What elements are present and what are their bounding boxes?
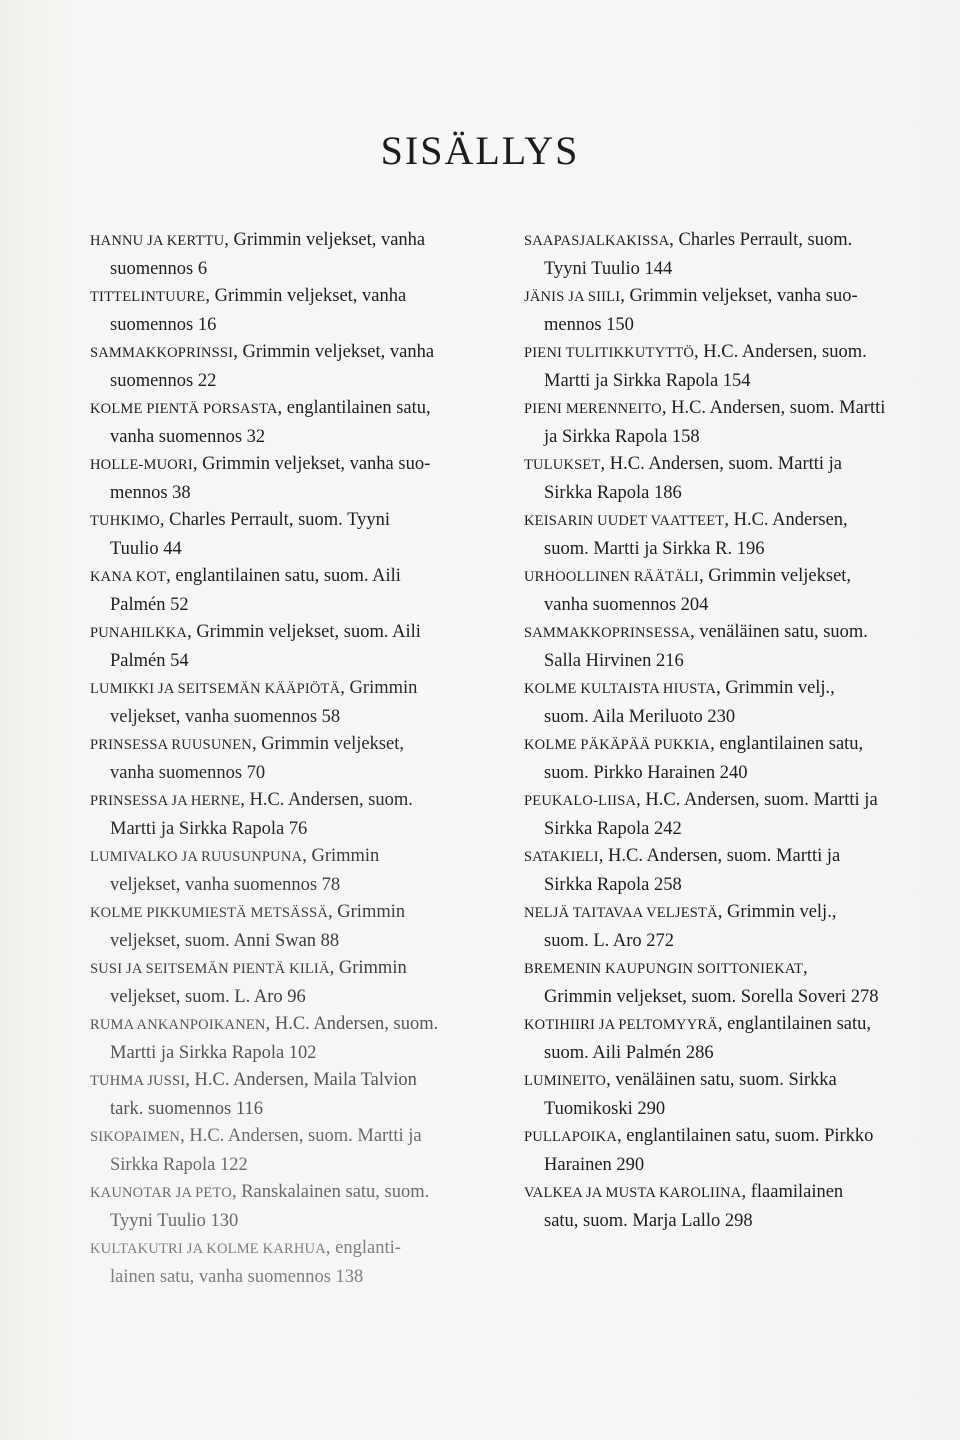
- story-title: PUNAHILKKA: [90, 625, 188, 641]
- toc-entry: [524, 674, 934, 730]
- story-credit: , Grimmin veljekset, suom. Aili: [187, 622, 421, 642]
- toc-entry: [524, 338, 934, 394]
- toc-entry: [524, 786, 934, 842]
- story-title: KOLME PÄKÄPÄÄ PUKKIA: [524, 737, 711, 753]
- story-credit-continued: mennos 150: [544, 315, 634, 335]
- story-credit: , Charles Perrault, suom.: [669, 230, 853, 250]
- story-credit: , Grimmin: [340, 678, 418, 698]
- toc-entry: [524, 506, 934, 562]
- story-title: NELJÄ TAITAVAA VELJESTÄ: [524, 905, 718, 921]
- story-credit: , H.C. Andersen, suom. Martti ja: [600, 454, 843, 474]
- toc-entry: [90, 338, 510, 394]
- toc-entry: [90, 674, 510, 730]
- story-credit-continued: Martti ja Sirkka Rapola 76: [110, 819, 308, 839]
- story-credit: , englantilainen satu, suom. Pirkko: [617, 1126, 874, 1146]
- story-credit-continued: mennos 38: [110, 483, 191, 503]
- toc-entry: [524, 282, 934, 338]
- story-credit: , Grimmin veljekset, vanha suo-: [192, 454, 431, 474]
- story-credit-continued: vanha suomennos 32: [110, 427, 266, 447]
- story-title: LUMINEITO: [524, 1073, 607, 1089]
- story-credit-continued: Martti ja Sirkka Rapola 102: [110, 1043, 317, 1063]
- story-title: TUHKIMO: [90, 513, 160, 529]
- story-credit: , Ranskalainen satu, suom.: [231, 1182, 430, 1202]
- story-credit: , H.C. Andersen, suom. Martti ja: [636, 790, 878, 810]
- story-credit-continued: Tuulio 44: [110, 539, 182, 559]
- story-credit: , flaamilainen: [741, 1182, 844, 1202]
- toc-entry: [90, 730, 510, 786]
- story-credit-continued: suom. Martti ja Sirkka R. 196: [544, 539, 765, 559]
- story-title: PEUKALO-LIISA: [524, 793, 637, 809]
- story-credit-continued: vanha suomennos 204: [544, 595, 709, 615]
- story-title: JÄNIS JA SIILI: [524, 289, 621, 305]
- toc-entry: [524, 1010, 934, 1066]
- story-credit: , venäläinen satu, suom. Sirkka: [606, 1070, 837, 1090]
- toc-entry: [90, 450, 510, 506]
- story-title: PULLAPOIKA: [524, 1129, 618, 1145]
- story-credit: , Grimmin: [329, 958, 407, 978]
- story-credit: , Grimmin veljekset, vanha: [224, 230, 426, 250]
- story-title: PRINSESSA JA HERNE: [90, 793, 241, 809]
- toc-entry: [90, 1010, 510, 1066]
- story-credit-continued: lainen satu, vanha suomennos 138: [110, 1267, 364, 1287]
- story-credit: , H.C. Andersen,: [724, 510, 848, 530]
- story-credit: , H.C. Andersen, suom.: [240, 790, 413, 810]
- toc-entry: [90, 226, 510, 282]
- story-credit: , H.C. Andersen, suom. Martti ja: [180, 1126, 422, 1146]
- story-title: TULUKSET: [524, 457, 601, 473]
- toc-left-column: [90, 226, 510, 1290]
- story-title: SAAPASJALKAKISSA: [524, 233, 670, 249]
- story-credit: , Grimmin velj.,: [716, 678, 835, 698]
- story-title: URHOOLLINEN RÄÄTÄLI: [524, 569, 699, 585]
- story-credit-continued: suom. L. Aro 272: [544, 931, 675, 951]
- toc-entry: [524, 1178, 934, 1234]
- story-credit: ,: [803, 958, 808, 978]
- toc-entry: [524, 1066, 934, 1122]
- story-credit: , englantilainen satu,: [277, 398, 431, 418]
- story-title: PIENI TULITIKKUTYTTÖ: [524, 345, 695, 361]
- story-title: LUMIKKI JA SEITSEMÄN KÄÄPIÖTÄ: [90, 681, 341, 697]
- toc-entry: [524, 450, 934, 506]
- story-credit-continued: veljekset, suom. L. Aro 96: [110, 987, 306, 1007]
- story-credit: , Grimmin veljekset, vanha suo-: [620, 286, 858, 306]
- story-credit-continued: satu, suom. Marja Lallo 298: [544, 1211, 753, 1231]
- story-credit: , venäläinen satu, suom.: [690, 622, 868, 642]
- toc-entry: [90, 506, 510, 562]
- story-credit: , Grimmin veljekset,: [251, 734, 405, 754]
- story-title: HANNU JA KERTTU: [90, 233, 225, 249]
- toc-entry: [90, 394, 510, 450]
- toc-entry: [524, 954, 934, 1010]
- story-title: SAMMAKKOPRINSESSA: [524, 625, 691, 641]
- story-title: PRINSESSA RUUSUNEN: [90, 737, 252, 753]
- toc-entry: [524, 562, 934, 618]
- story-credit: , H.C. Andersen, suom.: [694, 342, 867, 362]
- story-title: KOTIHIIRI JA PELTOMYYRÄ: [524, 1017, 718, 1033]
- story-title: KAUNOTAR JA PETO: [90, 1185, 232, 1201]
- story-credit: , H.C. Andersen, suom.: [265, 1014, 439, 1034]
- story-credit-continued: Sirkka Rapola 122: [110, 1155, 248, 1175]
- story-credit: , H.C. Andersen, suom. Martti: [661, 398, 886, 418]
- toc-entry: [90, 1122, 510, 1178]
- story-credit-continued: vanha suomennos 70: [110, 763, 266, 783]
- story-title: KOLME PIENTÄ PORSASTA: [90, 401, 278, 417]
- story-credit-continued: Palmén 54: [110, 651, 189, 671]
- toc-right-column: [524, 226, 934, 1234]
- story-credit-continued: Salla Hirvinen 216: [544, 651, 684, 671]
- story-title: TUHMA JUSSI: [90, 1073, 186, 1089]
- story-title: KULTAKUTRI JA KOLME KARHUA: [90, 1241, 326, 1257]
- story-credit: , englanti-: [325, 1238, 401, 1258]
- story-credit-continued: suomennos 22: [110, 371, 217, 391]
- story-credit: , englantilainen satu,: [717, 1014, 872, 1034]
- story-title: KOLME KULTAISTA HIUSTA: [524, 681, 717, 697]
- story-credit: , H.C. Andersen, Maila Talvion: [185, 1070, 417, 1090]
- story-title: RUMA ANKANPOIKANEN: [90, 1017, 266, 1033]
- story-title: KANA KOT: [90, 569, 167, 585]
- toc-entry: [524, 226, 934, 282]
- toc-entry: [90, 562, 510, 618]
- toc-entry: [524, 618, 934, 674]
- story-credit-continued: Sirkka Rapola 258: [544, 875, 682, 895]
- story-credit: , englantilainen satu,: [710, 734, 864, 754]
- toc-entry: [90, 1178, 510, 1234]
- story-credit: , Grimmin veljekset, vanha: [205, 286, 407, 306]
- story-title: PIENI MERENNEITO: [524, 401, 662, 417]
- story-credit-continued: suomennos 16: [110, 315, 217, 335]
- toc-entry: [524, 394, 934, 450]
- story-title: SATAKIELI: [524, 849, 599, 865]
- story-credit-continued: veljekset, vanha suomennos 58: [110, 707, 341, 727]
- toc-entry: [90, 1066, 510, 1122]
- story-credit-continued: suom. Aila Meriluoto 230: [544, 707, 736, 727]
- story-credit-continued: Martti ja Sirkka Rapola 154: [544, 371, 751, 391]
- story-title: LUMIVALKO JA RUUSUNPUNA: [90, 849, 303, 865]
- story-credit: , H.C. Andersen, suom. Martti ja: [598, 846, 841, 866]
- story-credit-continued: Sirkka Rapola 186: [544, 483, 682, 503]
- story-title: BREMENIN KAUPUNGIN SOITTONIEKAT: [524, 961, 804, 977]
- story-credit-continued: ja Sirkka Rapola 158: [544, 427, 700, 447]
- story-credit-continued: suom. Aili Palmén 286: [544, 1043, 714, 1063]
- story-title: KOLME PIKKUMIESTÄ METSÄSSÄ: [90, 905, 329, 921]
- toc-entry: [524, 1122, 934, 1178]
- story-credit: , Grimmin: [302, 846, 380, 866]
- story-title: HOLLE-MUORI: [90, 457, 193, 473]
- toc-entry: [524, 730, 934, 786]
- story-title: TITTELINTUURE: [90, 289, 206, 305]
- story-credit-continued: veljekset, suom. Anni Swan 88: [110, 931, 340, 951]
- toc-entry: [90, 786, 510, 842]
- toc-entry: [90, 618, 510, 674]
- story-title: SUSI JA SEITSEMÄN PIENTÄ KILIÄ: [90, 961, 330, 977]
- toc-entry: [90, 1234, 510, 1290]
- story-credit: , Grimmin veljekset,: [698, 566, 852, 586]
- toc-entry: [524, 898, 934, 954]
- story-credit: , Grimmin velj.,: [717, 902, 837, 922]
- toc-entry: [90, 954, 510, 1010]
- toc-entry: [90, 842, 510, 898]
- story-credit-continued: Palmén 52: [110, 595, 189, 615]
- story-credit-continued: suomennos 6: [110, 259, 208, 279]
- story-credit-continued: Tuomikoski 290: [544, 1099, 666, 1119]
- story-credit-continued: Tyyni Tuulio 144: [544, 259, 673, 279]
- story-title: VALKEA JA MUSTA KAROLIINA: [524, 1185, 742, 1201]
- story-credit: , Charles Perrault, suom. Tyyni: [159, 510, 390, 530]
- story-title: SAMMAKKOPRINSSI: [90, 345, 234, 361]
- story-credit-continued: tark. suomennos 116: [110, 1099, 263, 1119]
- story-credit: , englantilainen satu, suom. Aili: [166, 566, 401, 586]
- story-credit-continued: Tyyni Tuulio 130: [110, 1211, 239, 1231]
- toc-entry: [90, 282, 510, 338]
- story-credit-continued: suom. Pirkko Harainen 240: [544, 763, 748, 783]
- story-credit: , Grimmin: [328, 902, 406, 922]
- story-credit-continued: Sirkka Rapola 242: [544, 819, 682, 839]
- toc-entry: [90, 898, 510, 954]
- story-credit-continued: Harainen 290: [544, 1155, 645, 1175]
- story-credit-continued: veljekset, vanha suomennos 78: [110, 875, 341, 895]
- page-title: SISÄLLYS: [380, 127, 580, 173]
- story-credit-continued: Grimmin veljekset, suom. Sorella Soveri 278: [544, 987, 879, 1007]
- story-title: SIKOPAIMEN: [90, 1129, 181, 1145]
- story-title: KEISARIN UUDET VAATTEET: [524, 513, 725, 529]
- story-credit: , Grimmin veljekset, vanha: [233, 342, 435, 362]
- toc-entry: [524, 842, 934, 898]
